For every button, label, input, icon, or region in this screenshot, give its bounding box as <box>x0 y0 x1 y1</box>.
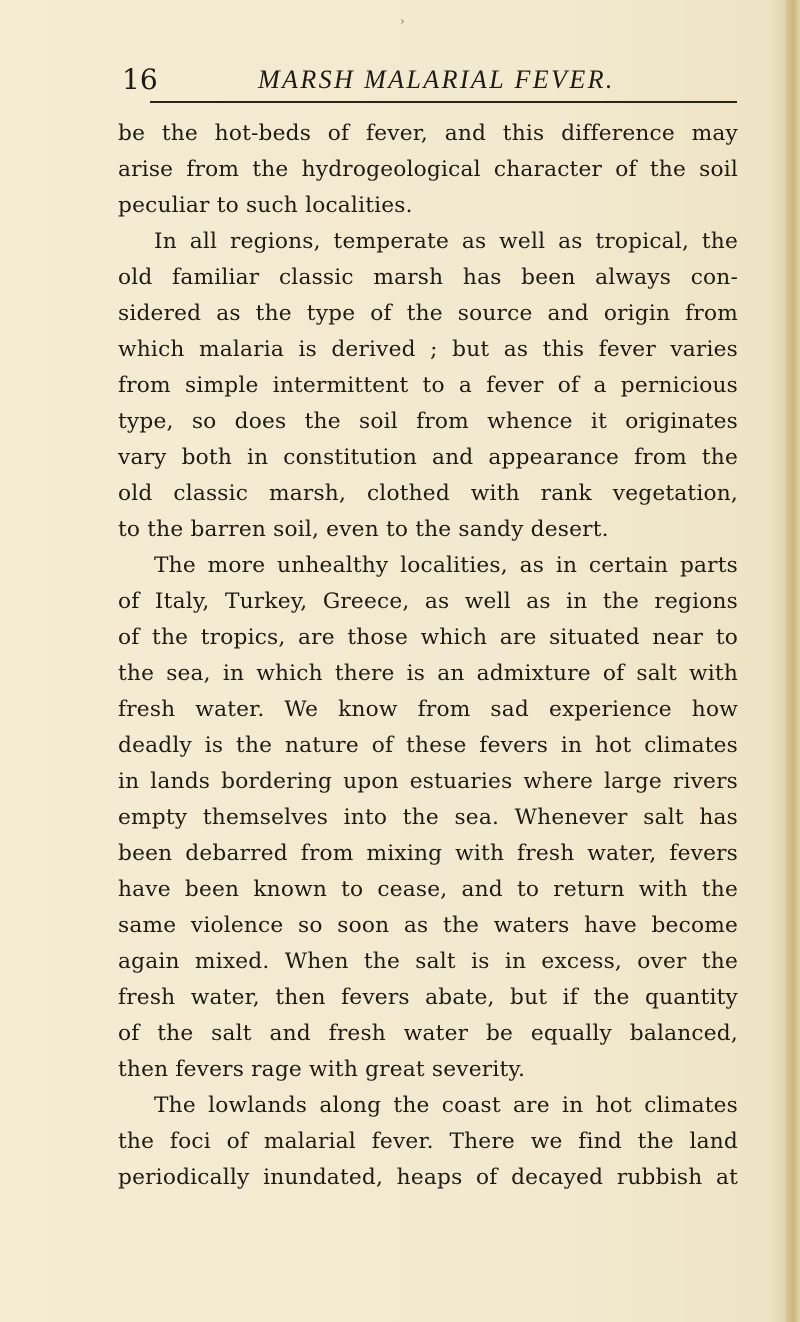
text-line: in lands bordering upon estuaries where large rivers <box>118 769 738 794</box>
text-line: have been known to cease, and to return with the <box>118 877 738 902</box>
text-line: the sea, in which there is an admixture of salt with <box>118 661 738 686</box>
text-line: old familiar classic marsh has been always con- <box>118 265 738 290</box>
text-line: The lowlands along the coast are in hot climates <box>154 1093 738 1118</box>
running-title: MARSH MALARIAL FEVER. <box>258 65 615 94</box>
text-line: from simple intermittent to a fever of a pernicious <box>118 373 738 398</box>
body-text <box>118 116 738 1196</box>
text-line: type, so does the soil from whence it originates <box>118 409 738 434</box>
text-line: again mixed. When the salt is in excess, over the <box>118 949 738 974</box>
text-line: then fevers rage with great severity. <box>118 1057 526 1082</box>
text-line: sidered as the type of the source and origin from <box>118 301 738 326</box>
text-line: peculiar to such localities. <box>118 193 413 218</box>
header-rule <box>150 101 737 103</box>
text-line: of the salt and fresh water be equally balanced, <box>118 1021 738 1046</box>
text-line: deadly is the nature of these fevers in hot climates <box>118 733 738 758</box>
running-head <box>120 60 760 100</box>
text-line: In all regions, temperate as well as tropical, the <box>154 229 738 254</box>
text-line: old classic marsh, clothed with rank vegetation, <box>118 481 738 506</box>
text-line: The more unhealthy localities, as in certain parts <box>154 553 738 578</box>
text-line: vary both in constitution and appearance from the <box>118 445 738 470</box>
text-line: the foci of malarial fever. There we find the land <box>118 1129 738 1154</box>
text-line: been debarred from mixing with fresh water, fevers <box>118 841 738 866</box>
text-line: fresh water. We know from sad experience how <box>118 697 738 722</box>
text-line: fresh water, then fevers abate, but if the quantity <box>118 985 738 1010</box>
text-line: of the tropics, are those which are situated near to <box>118 625 738 650</box>
page-edge-shadow <box>786 0 800 1322</box>
text-line: arise from the hydrogeological character of the soil <box>118 157 738 182</box>
text-line: be the hot-beds of fever, and this difference may <box>118 121 738 146</box>
text-line: of Italy, Turkey, Greece, as well as in the regions <box>118 589 738 614</box>
text-line: which malaria is derived ; but as this fever varies <box>118 337 738 362</box>
text-line: periodically inundated, heaps of decayed rubbish at <box>118 1165 738 1190</box>
text-line: to the barren soil, even to the sandy desert. <box>118 517 609 542</box>
text-line: same violence so soon as the waters have become <box>118 913 738 938</box>
stray-print-mark: › <box>400 14 405 28</box>
text-line: empty themselves into the sea. Whenever salt has <box>118 805 738 830</box>
page-number: 16 <box>122 63 158 96</box>
